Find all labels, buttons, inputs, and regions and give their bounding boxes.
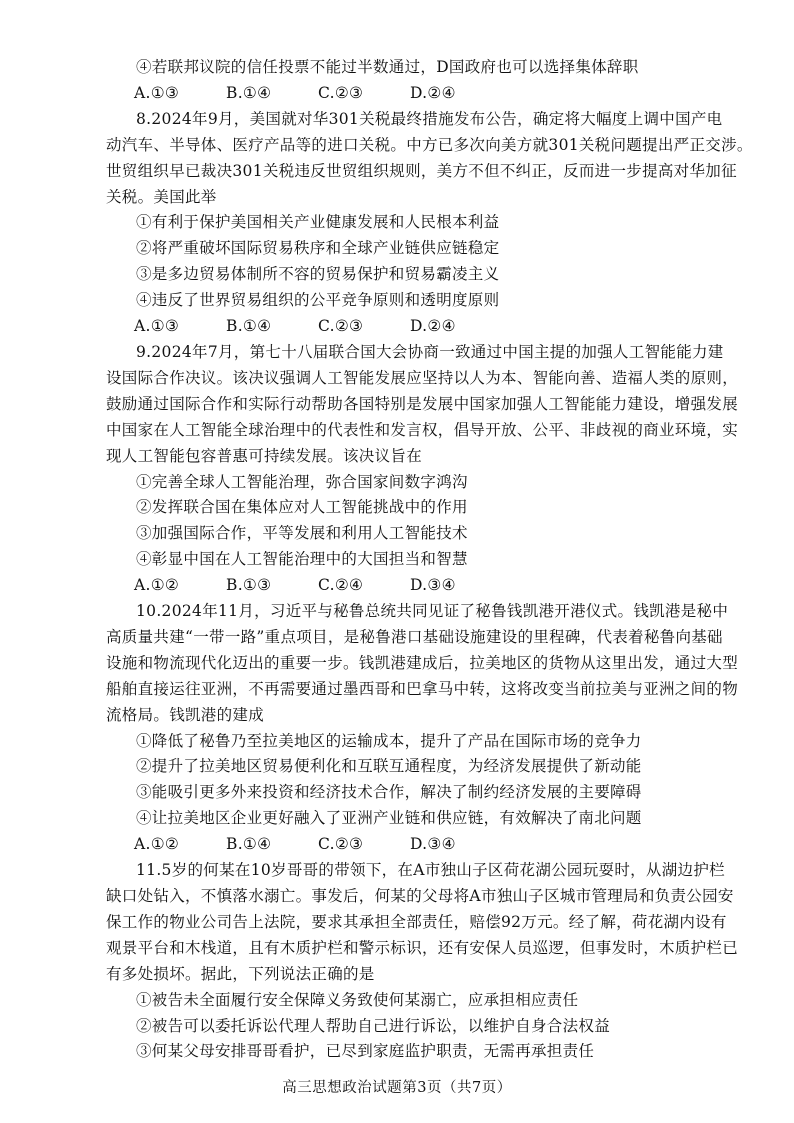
answer-option: A.①③: [134, 83, 180, 102]
text-line: 设施和物流现代化迈出的重要一步。钱凯港建成后，拉美地区的货物从这里出发，通过大型: [106, 653, 739, 672]
answer-option: D.②④: [410, 317, 456, 336]
statement-line: ④让拉美地区企业更好融入了亚洲产业链和供应链，有效解决了南北问题: [136, 809, 642, 828]
answer-options: [106, 314, 700, 340]
text-line: 9.2024年7月，第七十八届联合国大会协商一致通过中国主提的加强人工智能能力建: [136, 342, 724, 361]
answer-option: D.③④: [410, 576, 456, 595]
statement-line: ④若联邦议院的信任投票不能过半数通过，D国政府也可以选择集体辞职: [136, 58, 639, 76]
answer-option: A.①③: [134, 317, 180, 336]
text-line: 保工作的物业公司告上法院，要求其承担全部责任，赔偿92万元。经了解，荷花湖内设有: [106, 912, 727, 931]
statement-line: ①被告未全面履行安全保障义务致使何某溺亡，应承担相应责任: [136, 990, 579, 1009]
statement-line: ①降低了秘鲁乃至拉美地区的运输成本，提升了产品在国际市场的竞争力: [136, 731, 642, 750]
text-line: 现人工智能包容普惠可持续发展。该决议旨在: [106, 446, 423, 465]
page-footer: 高三思想政治试题第3页（共7页）: [282, 1080, 512, 1096]
statement-line: ③能吸引更多外来投资和经济技术合作，解决了制约经济发展的主要障碍: [136, 783, 642, 802]
answer-option: C.②④: [318, 576, 364, 595]
answer-option: D.③④: [410, 835, 456, 854]
statement-line: ②被告可以委托诉讼代理人帮助自己进行诉讼，以维护自身合法权益: [136, 1016, 611, 1035]
answer-options: [106, 573, 700, 599]
statement-line: ④彰显中国在人工智能治理中的大国担当和智慧: [136, 550, 468, 569]
statement-line: ③是多边贸易体制所不容的贸易保护和贸易霸凌主义: [136, 265, 500, 284]
question-text-block: [106, 55, 753, 1065]
text-line: 船舶直接运往亚洲，不再需要通过墨西哥和巴拿马中转，这将改变当前拉美与亚洲之间的物: [106, 679, 739, 698]
statement-line: ②将严重破坏国际贸易秩序和全球产业链供应链稳定: [136, 239, 500, 258]
text-line: 中国家在人工智能全球治理中的代表性和发言权，倡导开放、公平、非歧视的商业环境，实: [106, 420, 739, 439]
text-line: 关税。美国此举: [106, 187, 217, 206]
text-line: 有多处损坏。据此，下列说法正确的是: [106, 964, 375, 983]
answer-option: B.①④: [226, 83, 272, 102]
text-line: 动汽车、半导体、医疗产品等的进口关税。中方已多次向美方就301关税问题提出严正交涉。: [106, 135, 753, 154]
answer-options: [106, 832, 700, 858]
text-line: 8.2024年9月，美国就对华301关税最终措施发布公告，确定将大幅度上调中国产电: [136, 109, 723, 128]
text-line: 流格局。钱凯港的建成: [106, 705, 265, 724]
answer-options: [106, 81, 700, 107]
answer-option: C.②③: [318, 835, 364, 854]
text-line: 世贸组织早已裁决301关税违反世贸组织规则，美方不但不纠正，反而进一步提高对华加征: [106, 161, 737, 180]
answer-option: B.①④: [226, 835, 272, 854]
answer-option: A.①②: [134, 576, 180, 595]
text-line: 11.5岁的何某在10岁哥哥的带领下，在A市独山子区荷花湖公园玩耍时，从湖边护栏: [136, 861, 725, 880]
statement-line: ①完善全球人工智能治理，弥合国家间数字鸿沟: [136, 472, 468, 491]
answer-option: B.①③: [226, 576, 272, 595]
statement-line: ②发挥联合国在集体应对人工智能挑战中的作用: [136, 498, 468, 517]
answer-option: D.②④: [410, 83, 456, 102]
statement-line: ③何某父母安排哥哥看护，已尽到家庭监护职责，无需再承担责任: [136, 1042, 595, 1061]
answer-option: C.②③: [318, 317, 364, 336]
text-line: 鼓励通过国际合作和实际行动帮助各国特别是发展中国家加强人工智能能力建设，增强发展: [106, 394, 739, 413]
text-line: 观景平台和木栈道，且有木质护栏和警示标识，还有安保人员巡逻，但事发时，木质护栏已: [106, 938, 739, 957]
statement-line: ④违反了世界贸易组织的公平竞争原则和透明度原则: [136, 291, 500, 310]
answer-option: B.①④: [226, 317, 272, 336]
text-line: 设国际合作决议。该决议强调人工智能发展应坚持以人为本、智能向善、造福人类的原则，: [106, 368, 739, 387]
text-line: 10.2024年11月，习近平与秘鲁总统共同见证了秘鲁钱凯港开港仪式。钱凯港是秘中: [136, 602, 729, 621]
answer-option: A.①②: [134, 835, 180, 854]
text-line: 高质量共建“一带一路”重点项目，是秘鲁港口基础设施建设的里程碑，代表着秘鲁向基础: [106, 627, 723, 646]
answer-option: C.②③: [318, 83, 364, 102]
statement-line: ②提升了拉美地区贸易便利化和互联互通程度，为经济发展提供了新动能: [136, 757, 642, 776]
text-line: 缺口处钻入，不慎落水溺亡。事发后，何某的父母将A市独山子区城市管理局和负责公园安: [106, 887, 734, 905]
statement-line: ③加强国际合作，平等发展和利用人工智能技术: [136, 524, 468, 543]
statement-line: ①有利于保护美国相关产业健康发展和人民根本利益: [136, 213, 500, 232]
